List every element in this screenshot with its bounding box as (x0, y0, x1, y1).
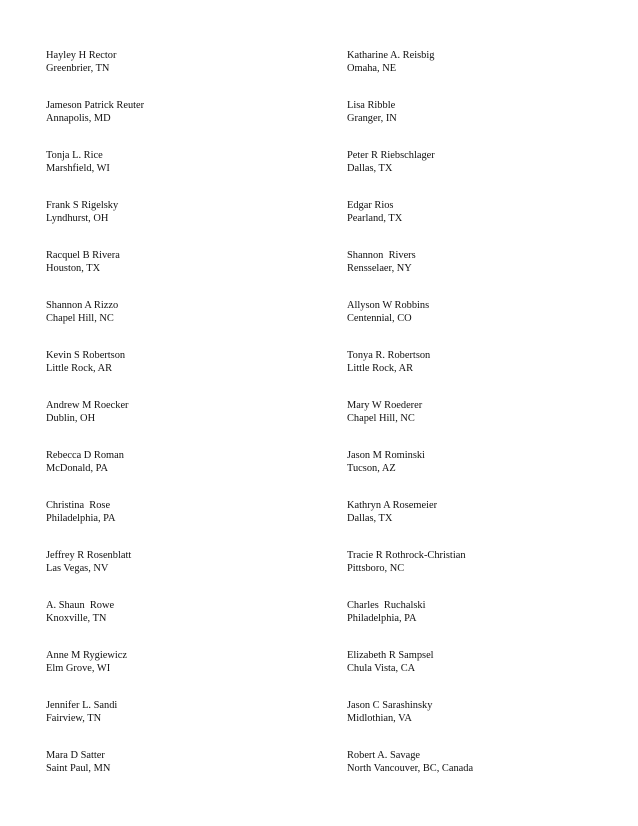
person-location: Marshfield, WI (46, 162, 110, 174)
list-item (46, 650, 316, 700)
person-location: Little Rock, AR (347, 362, 414, 374)
person-name: Hayley H Rector (46, 50, 117, 61)
person-location: Philadelphia, PA (46, 512, 116, 524)
person-name: Tonja L. Rice (46, 150, 103, 161)
person-location: Dallas, TX (347, 162, 393, 174)
person-location: Las Vegas, NV (46, 562, 109, 574)
person-name: Katharine A. Reisbig (347, 50, 435, 61)
person-location: Annapolis, MD (46, 112, 111, 124)
person-name: Rebecca D Roman (46, 450, 124, 461)
person-name: Kathryn A Rosemeier (347, 500, 438, 511)
person-location: Houston, TX (46, 262, 101, 274)
list-item (46, 750, 316, 800)
person-name: Mara D Satter (46, 750, 105, 761)
person-location: Centennial, CO (347, 312, 412, 324)
list-item (46, 100, 316, 150)
person-name: Peter R Riebschlager (347, 150, 435, 161)
person-name: Lisa Ribble (347, 100, 396, 111)
list-item (347, 600, 627, 650)
list-item (347, 50, 627, 100)
person-name: Charles Ruchalski (347, 600, 426, 611)
person-location: Granger, IN (347, 112, 397, 124)
person-location: McDonald, PA (46, 462, 108, 474)
person-location: Omaha, NE (347, 62, 397, 74)
person-location: Saint Paul, MN (46, 762, 111, 774)
person-location: Dallas, TX (347, 512, 393, 524)
person-location: Elm Grove, WI (46, 662, 111, 674)
list-item (46, 350, 316, 400)
person-name: Edgar Rios (347, 200, 394, 211)
person-location: Greenbrier, TN (46, 62, 110, 74)
person-name: Frank S Rigelsky (46, 200, 119, 211)
person-location: Chapel Hill, NC (347, 412, 415, 424)
person-name: Tonya R. Robertson (347, 350, 431, 361)
list-item (347, 300, 627, 350)
list-item (347, 200, 627, 250)
list-item (347, 350, 627, 400)
list-item (46, 250, 316, 300)
person-name: Racquel B Rivera (46, 250, 120, 261)
person-location: Dublin, OH (46, 412, 96, 424)
list-item (347, 750, 627, 800)
person-location: Little Rock, AR (46, 362, 113, 374)
list-item (347, 500, 627, 550)
person-name: A. Shaun Rowe (46, 600, 115, 611)
person-name: Jameson Patrick Reuter (46, 100, 145, 111)
list-item (46, 700, 316, 750)
person-name: Tracie R Rothrock-Christian (347, 550, 466, 561)
person-location: Philadelphia, PA (347, 612, 417, 624)
person-location: Chapel Hill, NC (46, 312, 114, 324)
list-item (46, 500, 316, 550)
list-item (347, 150, 627, 200)
person-name: Elizabeth R Sampsel (347, 650, 434, 661)
right-column (347, 50, 627, 800)
person-location: Tucson, AZ (347, 462, 396, 474)
list-item (46, 400, 316, 450)
list-item (347, 100, 627, 150)
list-item (46, 50, 316, 100)
person-location: Pearland, TX (347, 212, 403, 224)
person-location: Knoxville, TN (46, 612, 107, 624)
list-item (46, 150, 316, 200)
list-item (46, 550, 316, 600)
person-name: Shannon Rivers (347, 250, 416, 261)
person-location: Midlothian, VA (347, 712, 412, 724)
list-item (347, 650, 627, 700)
list-item (347, 400, 627, 450)
person-name: Jennifer L. Sandi (46, 700, 118, 711)
list-item (347, 450, 627, 500)
person-name: Robert A. Savage (347, 750, 421, 761)
list-item (46, 200, 316, 250)
person-name: Christina Rose (46, 500, 111, 511)
person-location: Fairview, TN (46, 712, 102, 724)
person-location: Lyndhurst, OH (46, 212, 109, 224)
person-name: Andrew M Roecker (46, 400, 129, 411)
person-location: Chula Vista, CA (347, 662, 416, 674)
person-location: North Vancouver, BC, Canada (347, 762, 474, 774)
list-item (347, 250, 627, 300)
person-name: Mary W Roederer (347, 400, 423, 411)
person-name: Shannon A Rizzo (46, 300, 119, 311)
person-name: Jeffrey R Rosenblatt (46, 550, 132, 561)
list-item (46, 450, 316, 500)
list-item (46, 600, 316, 650)
person-name: Jason M Rominski (347, 450, 425, 461)
list-item (347, 700, 627, 750)
person-location: Rensselaer, NY (347, 262, 412, 274)
list-item (46, 300, 316, 350)
person-name: Jason C Sarashinsky (347, 700, 433, 711)
left-column (46, 50, 316, 800)
person-name: Allyson W Robbins (347, 300, 430, 311)
list-item (347, 550, 627, 600)
person-location: Pittsboro, NC (347, 562, 405, 574)
person-name: Kevin S Robertson (46, 350, 126, 361)
person-name: Anne M Rygiewicz (46, 650, 127, 661)
